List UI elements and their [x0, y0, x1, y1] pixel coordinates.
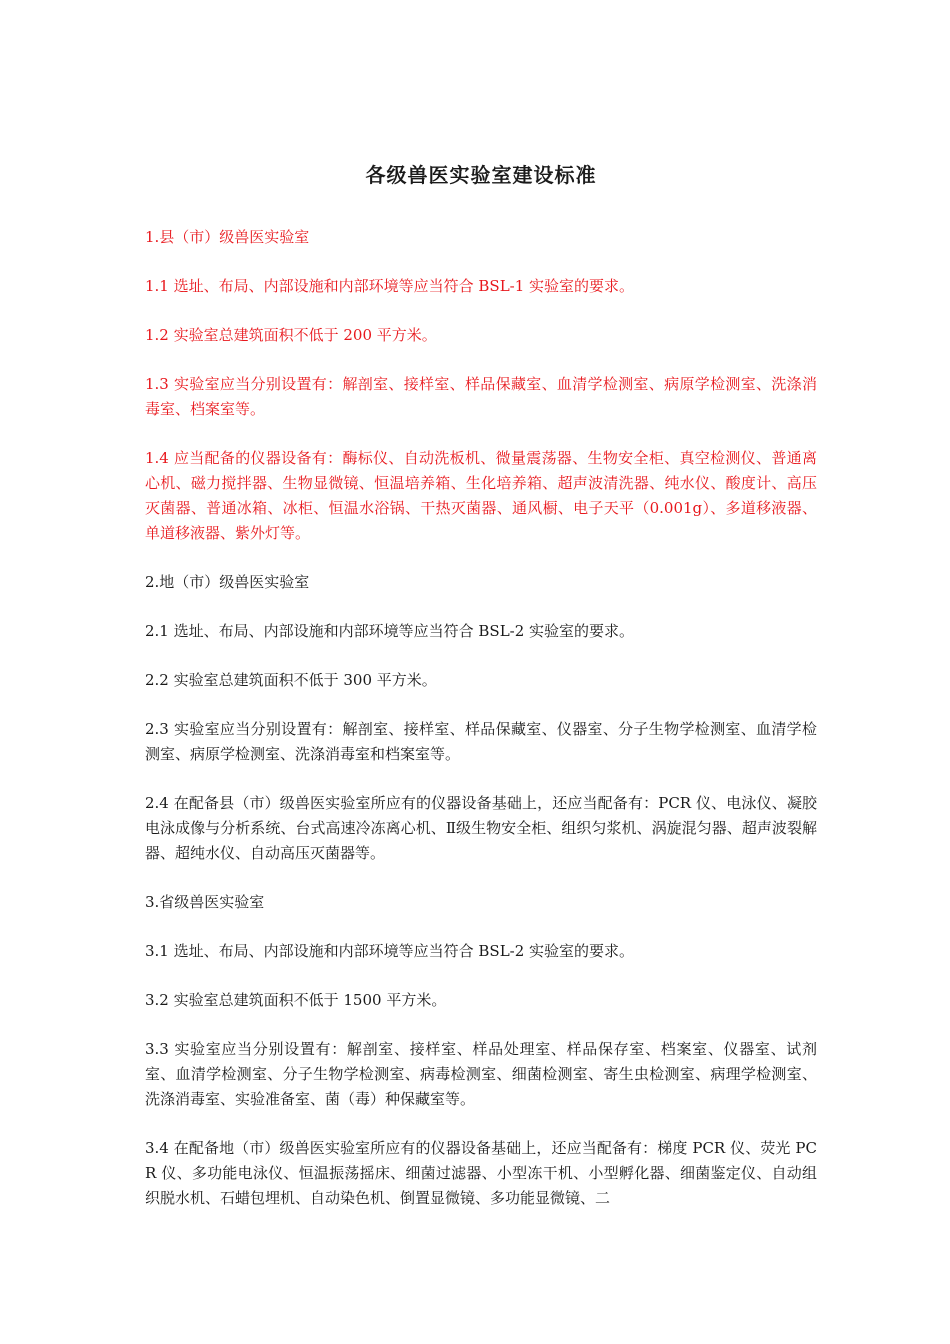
paragraph-3-3: 3.3 实验室应当分别设置有：解剖室、接样室、样品处理室、样品保存室、档案室、仪器室、试剂室、血清学检测室、分子生物学检测室、病毒检测室、细菌检测室、寄生虫检测室、病理学检测室、洗涤消毒室、实验准备室、菌（毒）种保藏室等。: [145, 1040, 817, 1108]
document-body: [145, 160, 817, 1235]
paragraph-3-1: 3.1 选址、布局、内部设施和内部环境等应当符合 BSL-2 实验室的要求。: [145, 942, 635, 960]
paragraph-2-4: 2.4 在配备县（市）级兽医实验室所应有的仪器设备基础上，还应当配备有：PCR 仪、电泳仪、凝胶电泳成像与分析系统、台式高速冷冻离心机、Ⅱ级生物安全柜、组织匀浆机、涡旋混匀器、超声波裂解器、超纯水仪、自动高压灭菌器等。: [145, 794, 817, 862]
section-1-heading: 1.县（市）级兽医实验室: [145, 228, 310, 246]
paragraph-2-3: 2.3 实验室应当分别设置有：解剖室、接样室、样品保藏室、仪器室、分子生物学检测室、血清学检测室、病原学检测室、洗涤消毒室和档案室等。: [145, 720, 817, 763]
paragraph-3-4: 3.4 在配备地（市）级兽医实验室所应有的仪器设备基础上，还应当配备有：梯度 PCR 仪、荧光 PCR 仪、多功能电泳仪、恒温振荡摇床、细菌过滤器、小型冻干机、小型孵化器、细菌鉴定仪、自动组织脱水机、石蜡包埋机、自动染色机、倒置显微镜、多功能显微镜、二: [145, 1139, 817, 1207]
paragraph-1-2: 1.2 实验室总建筑面积不低于 200 平方米。: [145, 326, 437, 344]
section-3-heading: 3.省级兽医实验室: [145, 893, 265, 911]
document-title: 各级兽医实验室建设标准: [365, 163, 597, 187]
paragraph-2-2: 2.2 实验室总建筑面积不低于 300 平方米。: [145, 671, 437, 689]
paragraph-1-4: 1.4 应当配备的仪器设备有：酶标仪、自动洗板机、微量震荡器、生物安全柜、真空检测仪、普通离心机、磁力搅拌器、生物显微镜、恒温培养箱、生化培养箱、超声波清洗器、纯水仪、酸度计、高压灭菌器、普通冰箱、冰柜、恒温水浴锅、干热灭菌器、通风橱、电子天平（0.001g）、多道移液器、单道移液器、紫外灯等。: [145, 449, 817, 542]
paragraph-3-2: 3.2 实验室总建筑面积不低于 1500 平方米。: [145, 991, 447, 1009]
paragraph-1-1: 1.1 选址、布局、内部设施和内部环境等应当符合 BSL-1 实验室的要求。: [145, 277, 635, 295]
section-2-heading: 2.地（市）级兽医实验室: [145, 573, 310, 591]
paragraph-2-1: 2.1 选址、布局、内部设施和内部环境等应当符合 BSL-2 实验室的要求。: [145, 622, 635, 640]
paragraph-1-3: 1.3 实验室应当分别设置有：解剖室、接样室、样品保藏室、血清学检测室、病原学检测室、洗涤消毒室、档案室等。: [145, 375, 817, 418]
